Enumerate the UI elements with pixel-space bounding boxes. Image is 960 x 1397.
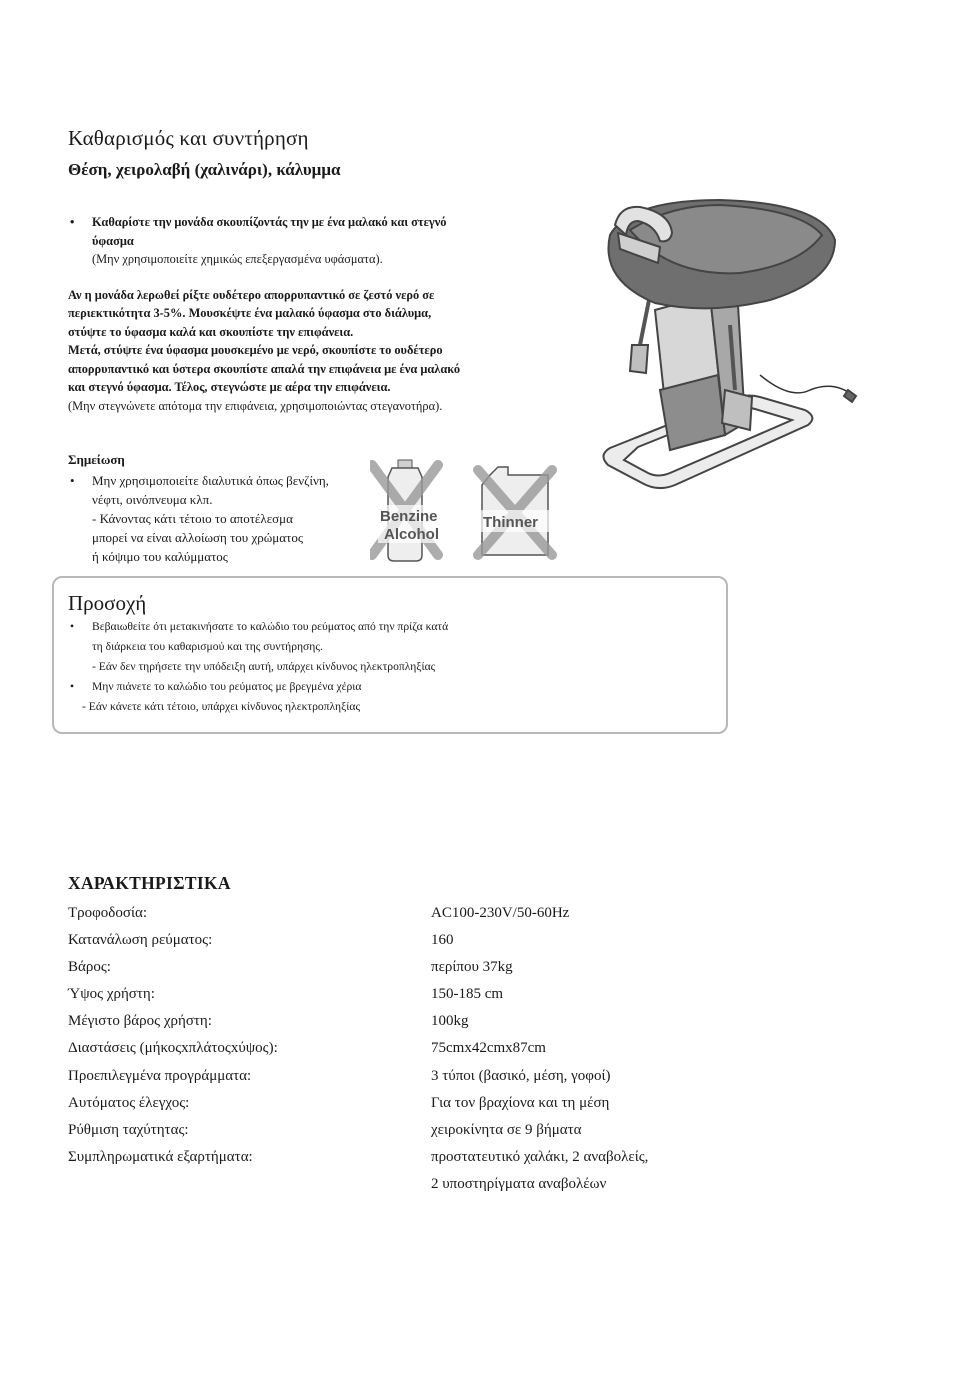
note-line: ή κόψιμο του καλύμματος (92, 549, 228, 564)
cleaning-line: (Μην στεγνώνετε απότομα την επιφάνεια, χρησιμοποιώντας στεγανοτήρα). (68, 398, 443, 413)
note-line: Μην χρησιμοποιείτε διαλυτικά όπως βενζίνη, (92, 473, 329, 488)
bottle-label-1: Benzine (380, 508, 438, 525)
note-block (68, 450, 388, 566)
cleaning-line: ύφασμα (92, 233, 134, 248)
caution-line: Μην πιάνετε το καλώδιο του ρεύματος με βρεγμένα χέρια (92, 680, 362, 693)
spec-value: προστατευτικό χαλάκι, 2 αναβολείς, (431, 1148, 649, 1165)
caution-line: τη διάρκεια του καθαρισμού και της συντήρησης. (92, 640, 323, 653)
cleaning-line: περιεκτικότητα 3-5%. Μουσκέψτε ένα μαλακό ύφασμα στο διάλυμα, (68, 306, 432, 320)
spec-value: 160 (431, 932, 454, 949)
list-item (68, 471, 388, 490)
spec-value: 2 υποστηρίγματα αναβολέων (431, 1175, 607, 1192)
spec-label: Βάρος: (68, 959, 111, 976)
spec-value: χειροκίνητα σε 9 βήματα (431, 1121, 582, 1138)
caution-title: Προσοχή (68, 591, 147, 615)
spec-value: Για τον βραχίονα και τη μέση (431, 1094, 610, 1111)
table-row (68, 1063, 768, 1090)
bullet-icon: • (70, 473, 75, 488)
spec-label: Αυτόματος έλεγχος: (68, 1094, 190, 1111)
spec-label: Ύψος χρήστη: (68, 986, 155, 1003)
spec-label: Κατανάλωση ρεύματος: (68, 932, 213, 949)
spec-label: Προεπιλεγμένα προγράμματα: (68, 1067, 252, 1084)
specs-heading: ΧΑΡΑΚΤΗΡΙΣΤΙΚΑ (68, 873, 231, 893)
table-row (68, 1090, 768, 1117)
spec-label: Τροφοδοσία: (68, 905, 148, 921)
cleaning-line: Καθαρίστε την μονάδα σκουπίζοντάς την με ένα μαλακό και στεγνό (92, 215, 447, 229)
spec-value: περίπου 37kg (431, 959, 513, 976)
bottle-label-2: Alcohol (384, 526, 439, 543)
table-row (68, 1171, 768, 1198)
table-row (68, 1117, 768, 1144)
bullet-icon: • (70, 215, 75, 229)
specs-table (68, 900, 768, 1198)
can-label: Thinner (483, 514, 538, 531)
spec-label: Ρύθμιση ταχύτητας: (68, 1121, 189, 1138)
list-item (68, 213, 548, 269)
spec-value: 3 τύποι (βασικό, μέση, γοφοί) (431, 1067, 611, 1084)
list-item (68, 677, 628, 697)
section-title: Καθαρισμός και συντήρηση (68, 126, 309, 150)
spec-label: Διαστάσεις (μήκοςxπλάτοςxύψος): (68, 1040, 278, 1057)
can-icon (478, 467, 552, 555)
caution-line: - Εάν δεν τηρήσετε την υπόδειξη αυτή, υπάρχει κίνδυνος ηλεκτροπληξίας (92, 660, 436, 673)
solvents-illustration (370, 455, 560, 565)
caution-line: - Εάν κάνετε κάτι τέτοιο, υπάρχει κίνδυνος ηλεκτροπληξίας (82, 700, 361, 713)
spec-label: Μέγιστο βάρος χρήστη: (68, 1013, 212, 1030)
cleaning-line: στύψτε το ύφασμα καλά και σκουπίστε την επιφάνεια. (68, 324, 354, 339)
spec-value: 100kg (431, 1013, 469, 1030)
cleaning-line: και στεγνό ύφασμα. Τέλος, στεγνώστε με αέρα την επιφάνεια. (68, 380, 391, 394)
caution-line: Βεβαιωθείτε ότι μετακινήσατε το καλώδιο του ρεύματος από την πρίζα κατά (92, 620, 449, 633)
note-line: - Κάνοντας κάτι τέτοιο το αποτέλεσμα (92, 511, 293, 526)
bottle-icon (372, 460, 444, 561)
bullet-icon: • (70, 620, 75, 633)
cleaning-line: Μετά, στύψτε ένα ύφασμα μουσκεμένο με νερό, σκουπίστε το ουδέτερο (68, 343, 443, 357)
cleaning-line: Αν η μονάδα λερωθεί ρίξτε ουδέτερο απορρυπαντικό σε ζεστό νερό σε (68, 287, 435, 302)
cleaning-instructions (68, 213, 548, 415)
spec-label: Συμπληρωματικά εξαρτήματα: (68, 1148, 253, 1165)
note-line: νέφτι, οινόπνευμα κλπ. (92, 492, 213, 507)
note-line: μπορεί να είναι αλλοίωση του χρώματος (92, 530, 303, 545)
list-item (68, 617, 628, 637)
table-row (68, 927, 768, 954)
table-row (68, 1008, 768, 1035)
machine-illustration (560, 185, 860, 505)
spec-value: AC100-230V/50-60Hz (431, 905, 570, 921)
table-row (68, 1144, 768, 1171)
spec-value: 75cmx42cmx87cm (431, 1040, 546, 1057)
table-row (68, 954, 768, 981)
caution-body (68, 617, 628, 717)
table-row (68, 981, 768, 1008)
section-subtitle: Θέση, χειρολαβή (χαλινάρι), κάλυμμα (68, 160, 341, 179)
spec-value: 150-185 cm (431, 986, 504, 1003)
table-row (68, 1035, 768, 1062)
note-heading: Σημείωση (68, 452, 125, 467)
bullet-icon: • (70, 680, 75, 693)
cleaning-line: (Μην χρησιμοποιείτε χημικώς επεξεργασμένα υφάσματα). (92, 252, 383, 266)
table-row (68, 900, 768, 927)
cleaning-line: απορρυπαντικό και ύστερα σκουπίστε απαλά την επιφάνεια με ένα μαλακό (68, 361, 461, 376)
